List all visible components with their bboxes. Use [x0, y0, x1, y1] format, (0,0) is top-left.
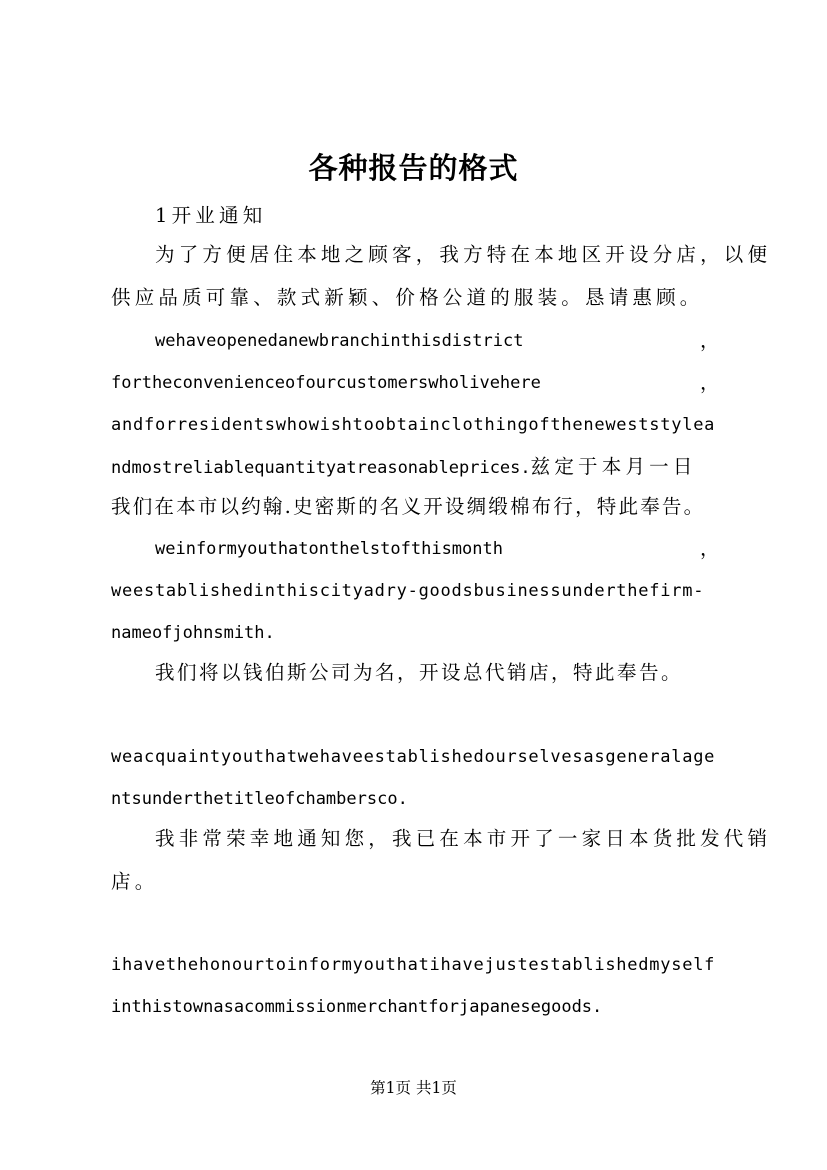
- paragraph-line: 我们在本市以约翰.史密斯的名义开设绸缎棉布行，特此奉告。: [111, 495, 706, 518]
- section-heading: 1开业通知: [155, 204, 267, 227]
- line-end-comma: ，: [700, 371, 720, 394]
- paragraph-line: 店。: [111, 870, 159, 893]
- document-title: 各种报告的格式: [308, 151, 519, 185]
- line-end-comma: ，: [700, 537, 720, 560]
- paragraph-line: inthistownasacommissionmerchantforjapanesegoods.: [111, 997, 603, 1017]
- paragraph-line: 供应品质可靠、款式新颖、价格公道的服装。恳请惠顾。: [111, 286, 704, 309]
- line-end-comma: ，: [700, 329, 720, 352]
- english-fragment: ndmostreliablequantityatreasonableprices.: [111, 458, 531, 478]
- paragraph-line: ntsunderthetitleofchambersco.: [111, 789, 408, 809]
- paragraph-line: weacquaintyouthatwehaveestablishedourselvesasgeneralage: [111, 747, 716, 767]
- paragraph-line: weinformyouthatonthelstofthismonth: [155, 539, 503, 559]
- page-number-footer: 第1页 共1页: [370, 1079, 457, 1097]
- paragraph-line: weestablishedinthiscityadry-goodsbusinessunderthefirm-: [111, 581, 705, 601]
- paragraph-line: andforresidentswhowishtoobtainclothingoftheneweststylea: [111, 415, 716, 435]
- paragraph-line: 为了方便居住本地之顾客，我方特在本地区开设分店，以便: [155, 243, 772, 266]
- paragraph-line: 我非常荣幸地通知您，我已在本市开了一家日本货批发代销: [155, 827, 772, 850]
- paragraph-line: ihavethehonourtoinformyouthatihavejustestablishedmyself: [111, 955, 716, 975]
- paragraph-line: [111, 454, 697, 481]
- paragraph-line: nameofjohnsmith.: [111, 623, 275, 643]
- paragraph-line: fortheconvenienceofourcustomerswholivehere: [111, 373, 541, 393]
- chinese-fragment: 兹定于本月一日: [530, 455, 697, 478]
- paragraph-line: 我们将以钱伯斯公司为名，开设总代销店，特此奉告。: [155, 661, 684, 684]
- paragraph-line: wehaveopenedanewbranchinthisdistrict: [155, 331, 524, 351]
